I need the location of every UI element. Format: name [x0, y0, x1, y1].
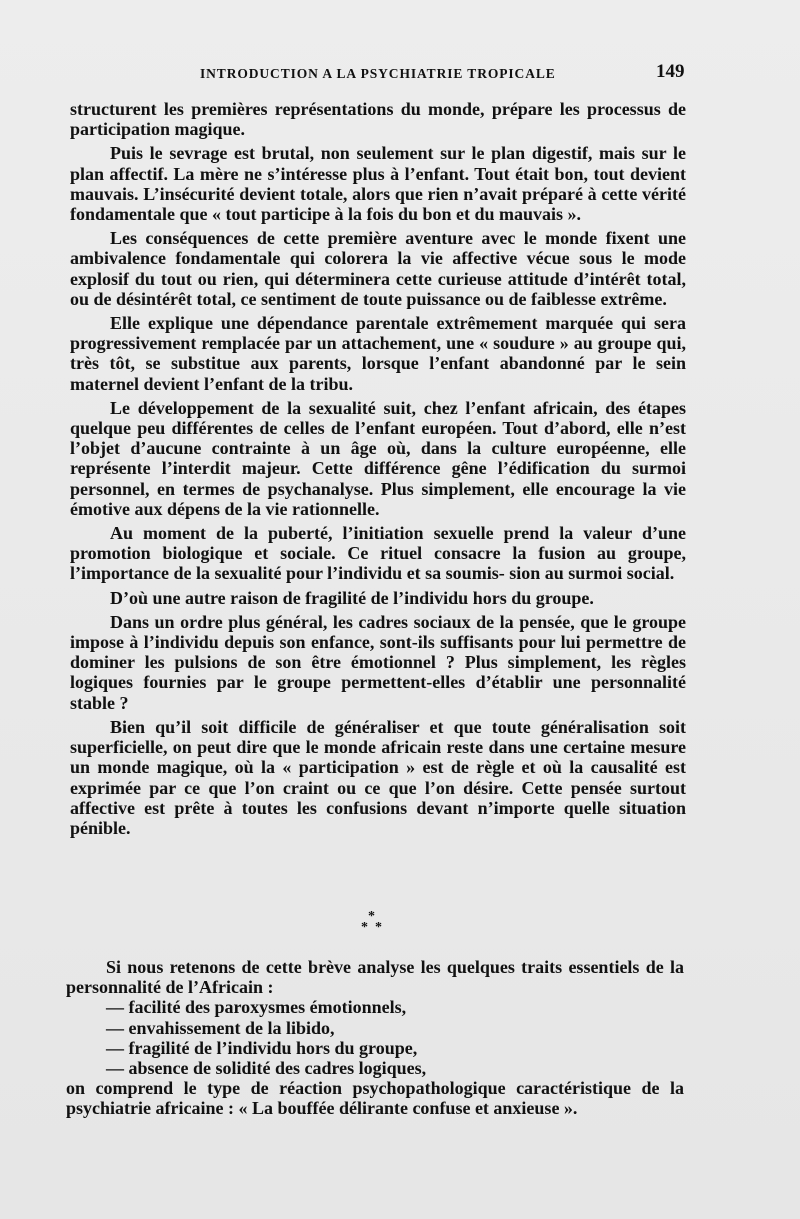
- page-number: 149: [656, 61, 685, 82]
- running-title: INTRODUCTION A LA PSYCHIATRIE TROPICALE: [200, 66, 556, 81]
- paragraph: Le développement de la sexualité suit, chez l’enfant africain, des étapes quelque peu différentes de celles de l’enfant européen. Tout d’abord, elle n’est l’objet d’aucune contrainte à un âge où, dans la culture européenne, elle représente l’interdit majeur. Cette différence gêne l’édification du surmoi personnel, en termes de psychanalyse. Plus simplement, elle encourage la vie émotive aux dépens de la vie rationnelle.: [70, 397, 686, 519]
- section-separator: [0, 910, 800, 940]
- list-item: — absence de solidité des cadres logiques,: [106, 1058, 427, 1079]
- closing-intro: Si nous retenons de cette brève analyse les quelques traits essentiels de la personnalité de l’Africain :: [66, 957, 684, 998]
- traits-list: [66, 997, 684, 1078]
- closing-section: [66, 957, 684, 1119]
- paragraph: Puis le sevrage est brutal, non seulement sur le plan digestif, mais sur le plan affectif. La mère ne s’intéresse plus à l’enfant. Tout était bon, tout devient mauvais. L’insécurité devient totale, alors que rien n’avait préparé à cette vérité fondamentale que « tout participe à la fois du bon et du mauvais ».: [70, 143, 686, 225]
- list-item: — fragilité de l’individu hors du groupe,: [106, 1037, 418, 1058]
- paragraph: D’où une autre raison de fragilité de l’individu hors du groupe.: [110, 587, 594, 608]
- list-item: — envahissement de la libido,: [106, 1017, 335, 1038]
- separator-star: *: [368, 909, 375, 924]
- closing-conclusion: on comprend le type de réaction psychopathologique caractéristique de la psychiatrie africaine : « La bouffée délirante confuse et anxieuse ».: [66, 1078, 684, 1119]
- paragraph: Au moment de la puberté, l’initiation sexuelle prend la valeur d’une promotion biologique et sociale. Ce rituel consacre la fusion au groupe, l’importance de la sexualité pour l’individu et sa soumis- sion au surmoi social.: [70, 523, 686, 584]
- paragraph: Elle explique une dépendance parentale extrêmement marquée qui sera progressivement remplacée par un attachement, une « soudure » au groupe qui, très tôt, se substitue aux parents, lorsque l’enfant abandonné par le sein maternel devient l’enfant de la tribu.: [70, 313, 686, 394]
- separator-star: *: [375, 920, 382, 935]
- paragraph: Dans un ordre plus général, les cadres sociaux de la pensée, que le groupe impose à l’individu depuis son enfance, sont-ils suffisants pour lui permettre de dominer les pulsions de son être émotionnel ? Plus simplement, les règles logiques fournies par le groupe permettent-elles d’établir une personnalité stable ?: [70, 611, 686, 713]
- separator-star: *: [361, 920, 368, 935]
- page-header: [0, 60, 800, 86]
- main-text: [70, 99, 686, 842]
- paragraph: Bien qu’il soit difficile de généraliser et que toute généralisation soit superficielle, on peut dire que le monde africain reste dans une certaine mesure un monde magique, où la « participation » est de règle et où la causalité est exprimée par ce que l’on craint ou ce que l’on désire. Cette pensée surtout affective est prête à toutes les confusions devant n’importe quelle situation pénible.: [70, 716, 686, 838]
- list-item: — facilité des paroxysmes émotionnels,: [106, 997, 407, 1018]
- paragraph: Les conséquences de cette première aventure avec le monde fixent une ambivalence fondamentale qui colorera la vie affective vécue sous le mode explosif du tout ou rien, qui déterminera cette curieuse attitude d’intérêt total, ou de désintérêt total, ce sentiment de toute puissance ou de faiblesse extrême.: [70, 228, 686, 309]
- paragraph: structurent les premières représentations du monde, prépare les processus de participation magique.: [70, 99, 686, 140]
